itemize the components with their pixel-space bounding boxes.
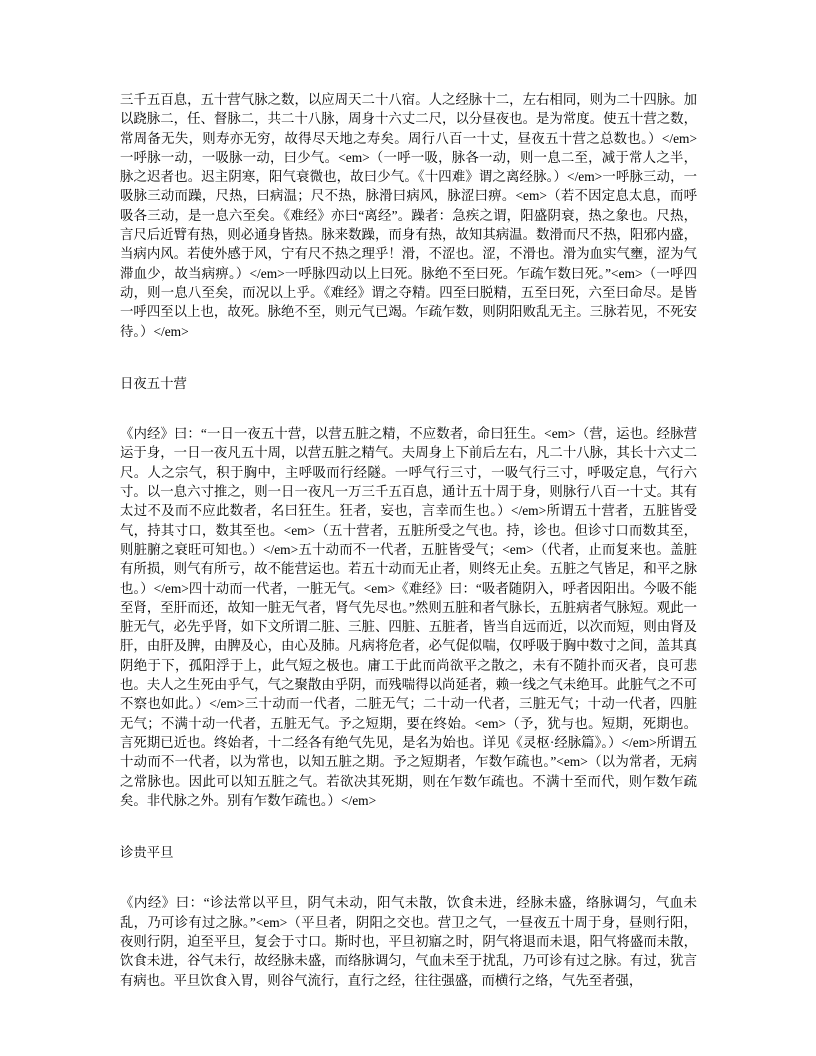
body-paragraph: 《内经》曰：“一日一夜五十营，以营五脏之精，不应数者，命曰狂生。<em>（营，运也。经脉营运于身，一日一夜凡五十周，以营五脏之精气。夫周身上下前后左右，凡二十八脉，其长十六丈二尺。人之宗气，积于胸中，主呼吸而行经隧。一呼气行三寸，一吸气行三寸，呼吸定息，气行六寸。以一息六寸推之，则一日一夜凡一万三千五百息，通计五十周于身，则脉行八百一十丈。其有太过不及而不应此数者，名曰狂生。狂者，妄也，言幸而生也。）</em>所谓五十营者，五脏皆受气，持其寸口，数其至也。<em>（五十营者，五脏所受之气也。持，诊也。但诊寸口而数其至，则脏腑之衰旺可知也。）</em>五十动而不一代者，五脏皆受气；<em>（代者，止而复来也。盖脏有所损，则气有所亏，故不能营运也。若五十动而无止者，则终无止矣。五脏之气皆足，和平之脉也。）</em>四十动而一代者，一脏无气。<em>《难经》曰：“吸者随阴入，呼者因阳出。今吸不能至肾，至肝而还，故知一脏无气者，肾气先尽也。”然则五脏和者气脉长，五脏病者气脉短。观此一脏无气，必先乎肾，如下文所谓二脏、三脏、四脏、五脏者，皆当自远而近，以次而短，则由肾及肝，由肝及脾，由脾及心，由心及肺。凡病将危者，必气促似喘，仅呼吸于胸中数寸之间，盖其真阴绝于下，孤阳浮于上，此气短之极也。庸工于此而尚欲平之散之，未有不随扑而灭者，良可悲也。夫人之生死由乎气，气之聚散由乎阴，而残喘得以尚延者，赖一线之气未绝耳。此脏气之不可不察也如此。）</em>三十动而一代者，二脏无气；二十动一代者，三脏无气；十动一代者，四脏无气；不满十动一代者，五脏无气。予之短期，要在终始。<em>（予，犹与也。短期，死期也。言死期已近也。终始者，十二经各有绝气先见，是名为始也。详见《灵枢·经脉篇》。）</em>所谓五十动而不一代者，以为常也，以知五脏之期。予之短期者，乍数乍疏也。”<em>（以为常者，无病之常脉也。因此可以知五脏之气。若欲决其死期，则在乍数乍疏也。不满十至而代，则乍数乍疏矣。非代脉之外。别有乍数乍疏也。）</em> [120,426,697,808]
body-paragraph: 三千五百息，五十营气脉之数，以应周天二十八宿。人之经脉十二，左右相同，则为二十四脉。加以跷脉二，任、督脉二，共二十八脉，周身十六丈二尺，以分昼夜也。是为常度。使五十营之数，常周备无失，则寿亦无穷，故得尽天地之寿矣。周行八百一十丈，昼夜五十营之总数也。）</em>一呼脉一动，一吸脉一动，曰少气。<em>（一呼一吸，脉各一动，则一息二至，减于常人之半，脉之迟者也。迟主阴寒，阳气衰微也，故曰少气。《十四难》谓之离经脉。）</em>一呼脉三动，一吸脉三动而躁，尺热，曰病温；尺不热，脉滑曰病风，脉涩曰痹。<em>（若不因定息太息，而呼吸各三动，是一息六至矣。《难经》亦曰“离经”。躁者：急疾之谓，阳盛阴衰，热之象也。尺热，言尺后近臂有热，则必通身皆热。脉来数躁，而身有热，故知其病温。数滑而尺不热，阳邪内盛，当病内风。若使外感于风，宁有尺不热之理乎！滑，不涩也。涩，不滑也。滑为血实气壅，涩为气滞血少，故当病痹。）</em>一呼脉四动以上曰死。脉绝不至曰死。乍疏乍数曰死。”<em>（一呼四动，则一息八至矣，而况以上乎。《难经》谓之夺精。四至曰脱精，五至曰死，六至曰命尽。是皆一呼四至以上也，故死。脉绝不至，则元气已竭。乍疏乍数，则阴阳败乱无主。三脉若见，不死安待。）</em> [120,92,697,339]
body-paragraph: 《内经》曰：“诊法常以平旦，阴气未动，阳气未散，饮食未进，经脉未盛，络脉调匀，气血未乱，乃可诊有过之脉。”<em>（平旦者，阴阳之交也。营卫之气，一昼夜五十周于身，昼则行阳，夜则行阴，迫至平旦，复会于寸口。斯时也，平旦初寤之时，阴气将退而未退，阳气将盛而未散，饮食未进，谷气未行，故经脉未盛，而络脉调匀，气血未至于扰乱，乃可诊有过之脉。有过，犹言有病也。平旦饮食入胃，则谷气流行，直行之经，往往强盛，而横行之络，气先至者强， [120,895,697,988]
section-heading-day-night-fifty-circuits: 日夜五十营 [120,375,187,391]
section-heading-diagnosis-at-dawn: 诊贵平旦 [120,845,174,861]
